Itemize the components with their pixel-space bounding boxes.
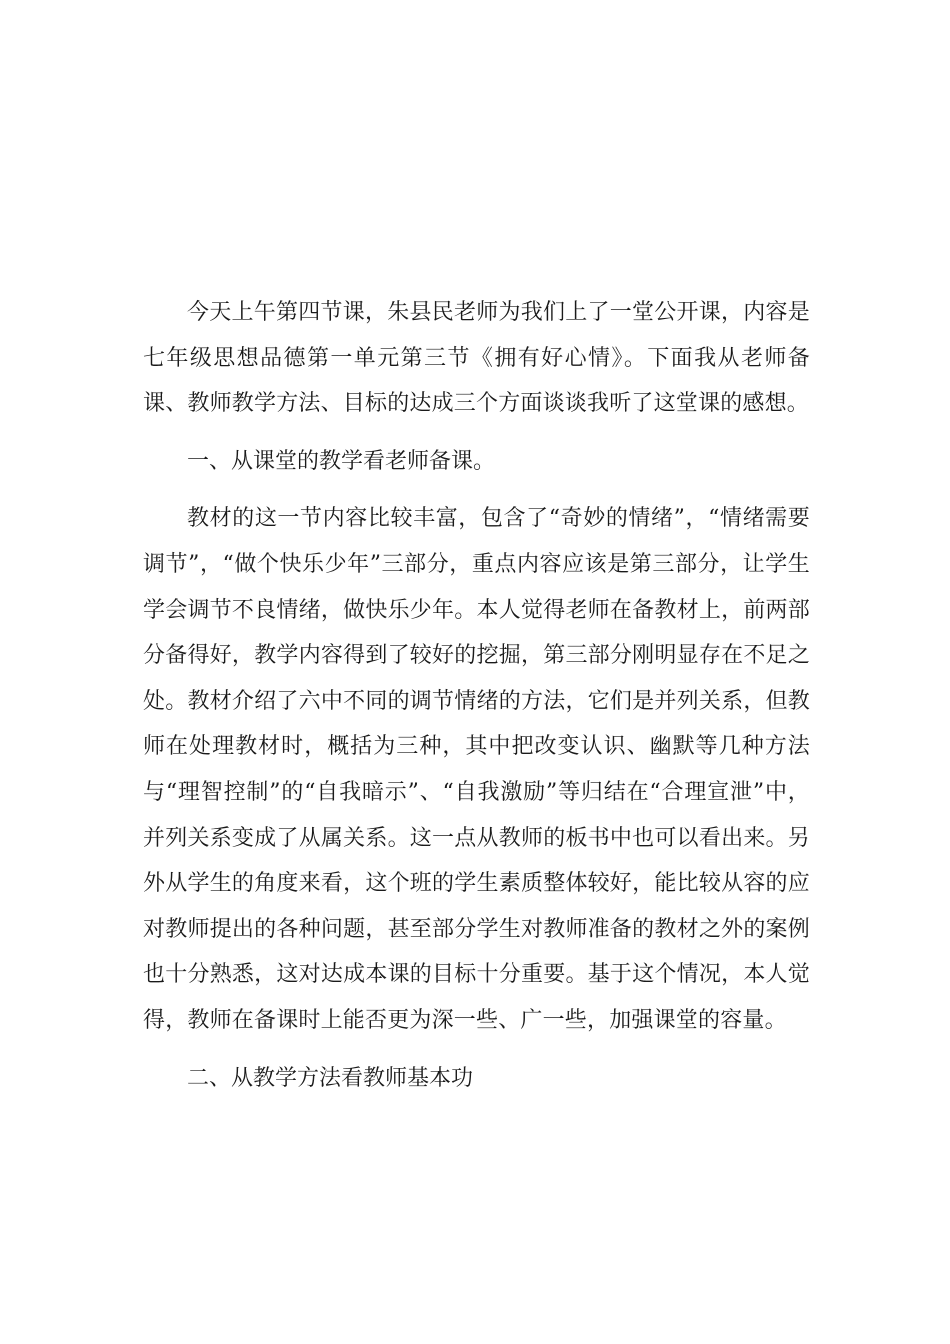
intro-paragraph: 今天上午第四节课，朱县民老师为我们上了一堂公开课，内容是七年级思想品德第一单元第三节《拥有好心情》。下面我从老师备课、教师教学方法、目标的达成三个方面谈谈我听了这堂课的感想。 <box>143 300 810 417</box>
paragraph-gap <box>143 1044 810 1056</box>
document-body <box>143 290 810 1101</box>
paragraph-gap <box>143 484 810 496</box>
section-1-body-paragraph: 教材的这一节内容比较丰富，包含了“奇妙的情绪”，“情绪需要调节”，“做个快乐少年”三部分，重点内容应该是第三部分，让学生学会调节不良情绪，做快乐少年。本人觉得老师在备教材上，前两部分备得好，教学内容得到了较好的挖掘，第三部分刚明显存在不足之处。教材介绍了六中不同的调节情绪的方法，它们是并列关系，但教师在处理教材时，概括为三种，其中把改变认识、幽默等几种方法与“理智控制”的“自我暗示”、“自我激励”等归结在“合理宣泄”中，并列关系变成了从属关系。这一点从教师的板书中也可以看出来。另外从学生的角度来看，这个班的学生素质整体较好，能比较从容的应对教师提出的各种问题，甚至部分学生对教师准备的教材之外的案例也十分熟悉，这对达成本课的目标十分重要。基于这个情况，本人觉得，教师在备课时上能否更为深一些、广一些，加强课堂的容量。 <box>143 506 810 1033</box>
section-1-heading: 一、从课堂的教学看老师备课。 <box>187 448 496 474</box>
paragraph-gap <box>143 427 810 439</box>
section-2-heading: 二、从教学方法看教师基本功 <box>187 1065 474 1091</box>
